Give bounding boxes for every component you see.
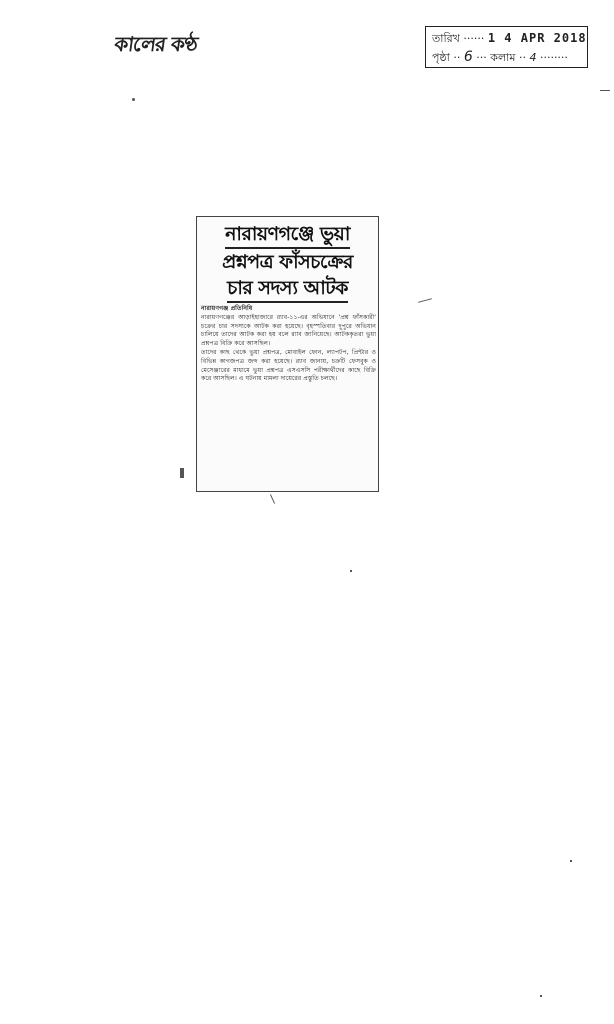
scan-speck — [418, 298, 432, 303]
headline-line-1: নারায়ণগঞ্জে ভুয়া — [225, 221, 350, 249]
margin-mark — [180, 468, 184, 478]
scan-speck — [350, 570, 352, 572]
newspaper-masthead-logo: কালের কণ্ঠ — [112, 32, 199, 56]
headline-line-2: প্রশ্নপত্র ফাঁসচক্রের — [222, 251, 353, 273]
archive-date-stamp — [425, 26, 588, 68]
clipping-paragraph-1: নারায়ণগঞ্জের আড়াইহাজারে র‍্যাব-১১-এর অভিযানে 'প্রশ্ন ফাঁসকারী' চক্রের চার সদস্যকে আটক করা হয়েছে। বৃহস্পতিবার দুপুরে অভিযান চালিয়ে তাদের আটক করা হয় বলে র‍্যাব জানিয়েছে। আটককৃতরা ভুয়া প্রশ্নপত্র বিক্রি করে আসছিল। — [201, 313, 376, 348]
headline-line-3: চার সদস্য আটক — [227, 275, 348, 303]
clipping-paragraph-2: তাদের কাছ থেকে ভুয়া প্রশ্নপত্র, মোবাইল ফোন, ল্যাপটপ, প্রিন্টার ও বিভিন্ন কাগজপত্র জব্দ করা হয়েছে। র‍্যাব জানায়, চক্রটি ফেসবুক ও মেসেঞ্জারের মাধ্যমে ভুয়া প্রশ্নপত্র এসএসসি পরীক্ষার্থীদের কাছে বিক্রি করে আসছিল। এ ঘটনায় মামলা দায়েরের প্রস্তুতি চলছে। — [201, 348, 376, 383]
stamp-date-value: 1 4 APR 2018 — [487, 31, 587, 45]
scan-speck — [600, 90, 610, 91]
clipping-dateline: নারায়ণগঞ্জ প্রতিনিধি — [201, 305, 253, 312]
clipping-body — [201, 305, 376, 384]
scan-speck — [540, 995, 542, 997]
stamp-page-label: পৃষ্ঠা — [432, 51, 450, 64]
stamp-column-value: 4 — [529, 51, 537, 64]
stamp-date-label: তারিখ — [432, 32, 460, 45]
newspaper-clipping — [196, 216, 379, 492]
stamp-column-label: কলাম — [490, 51, 516, 64]
scan-speck — [132, 98, 135, 101]
scan-speck — [270, 494, 275, 503]
stamp-date-row: তারিখ ······ 1 4 APR 2018 — [432, 31, 587, 45]
stamp-page-row: পৃষ্ঠা ·· 6 ··· কলাম ·· 4 ········ — [432, 49, 568, 65]
scan-speck — [570, 860, 572, 862]
stamp-page-value: 6 — [463, 49, 473, 65]
clipping-headline — [201, 221, 374, 303]
